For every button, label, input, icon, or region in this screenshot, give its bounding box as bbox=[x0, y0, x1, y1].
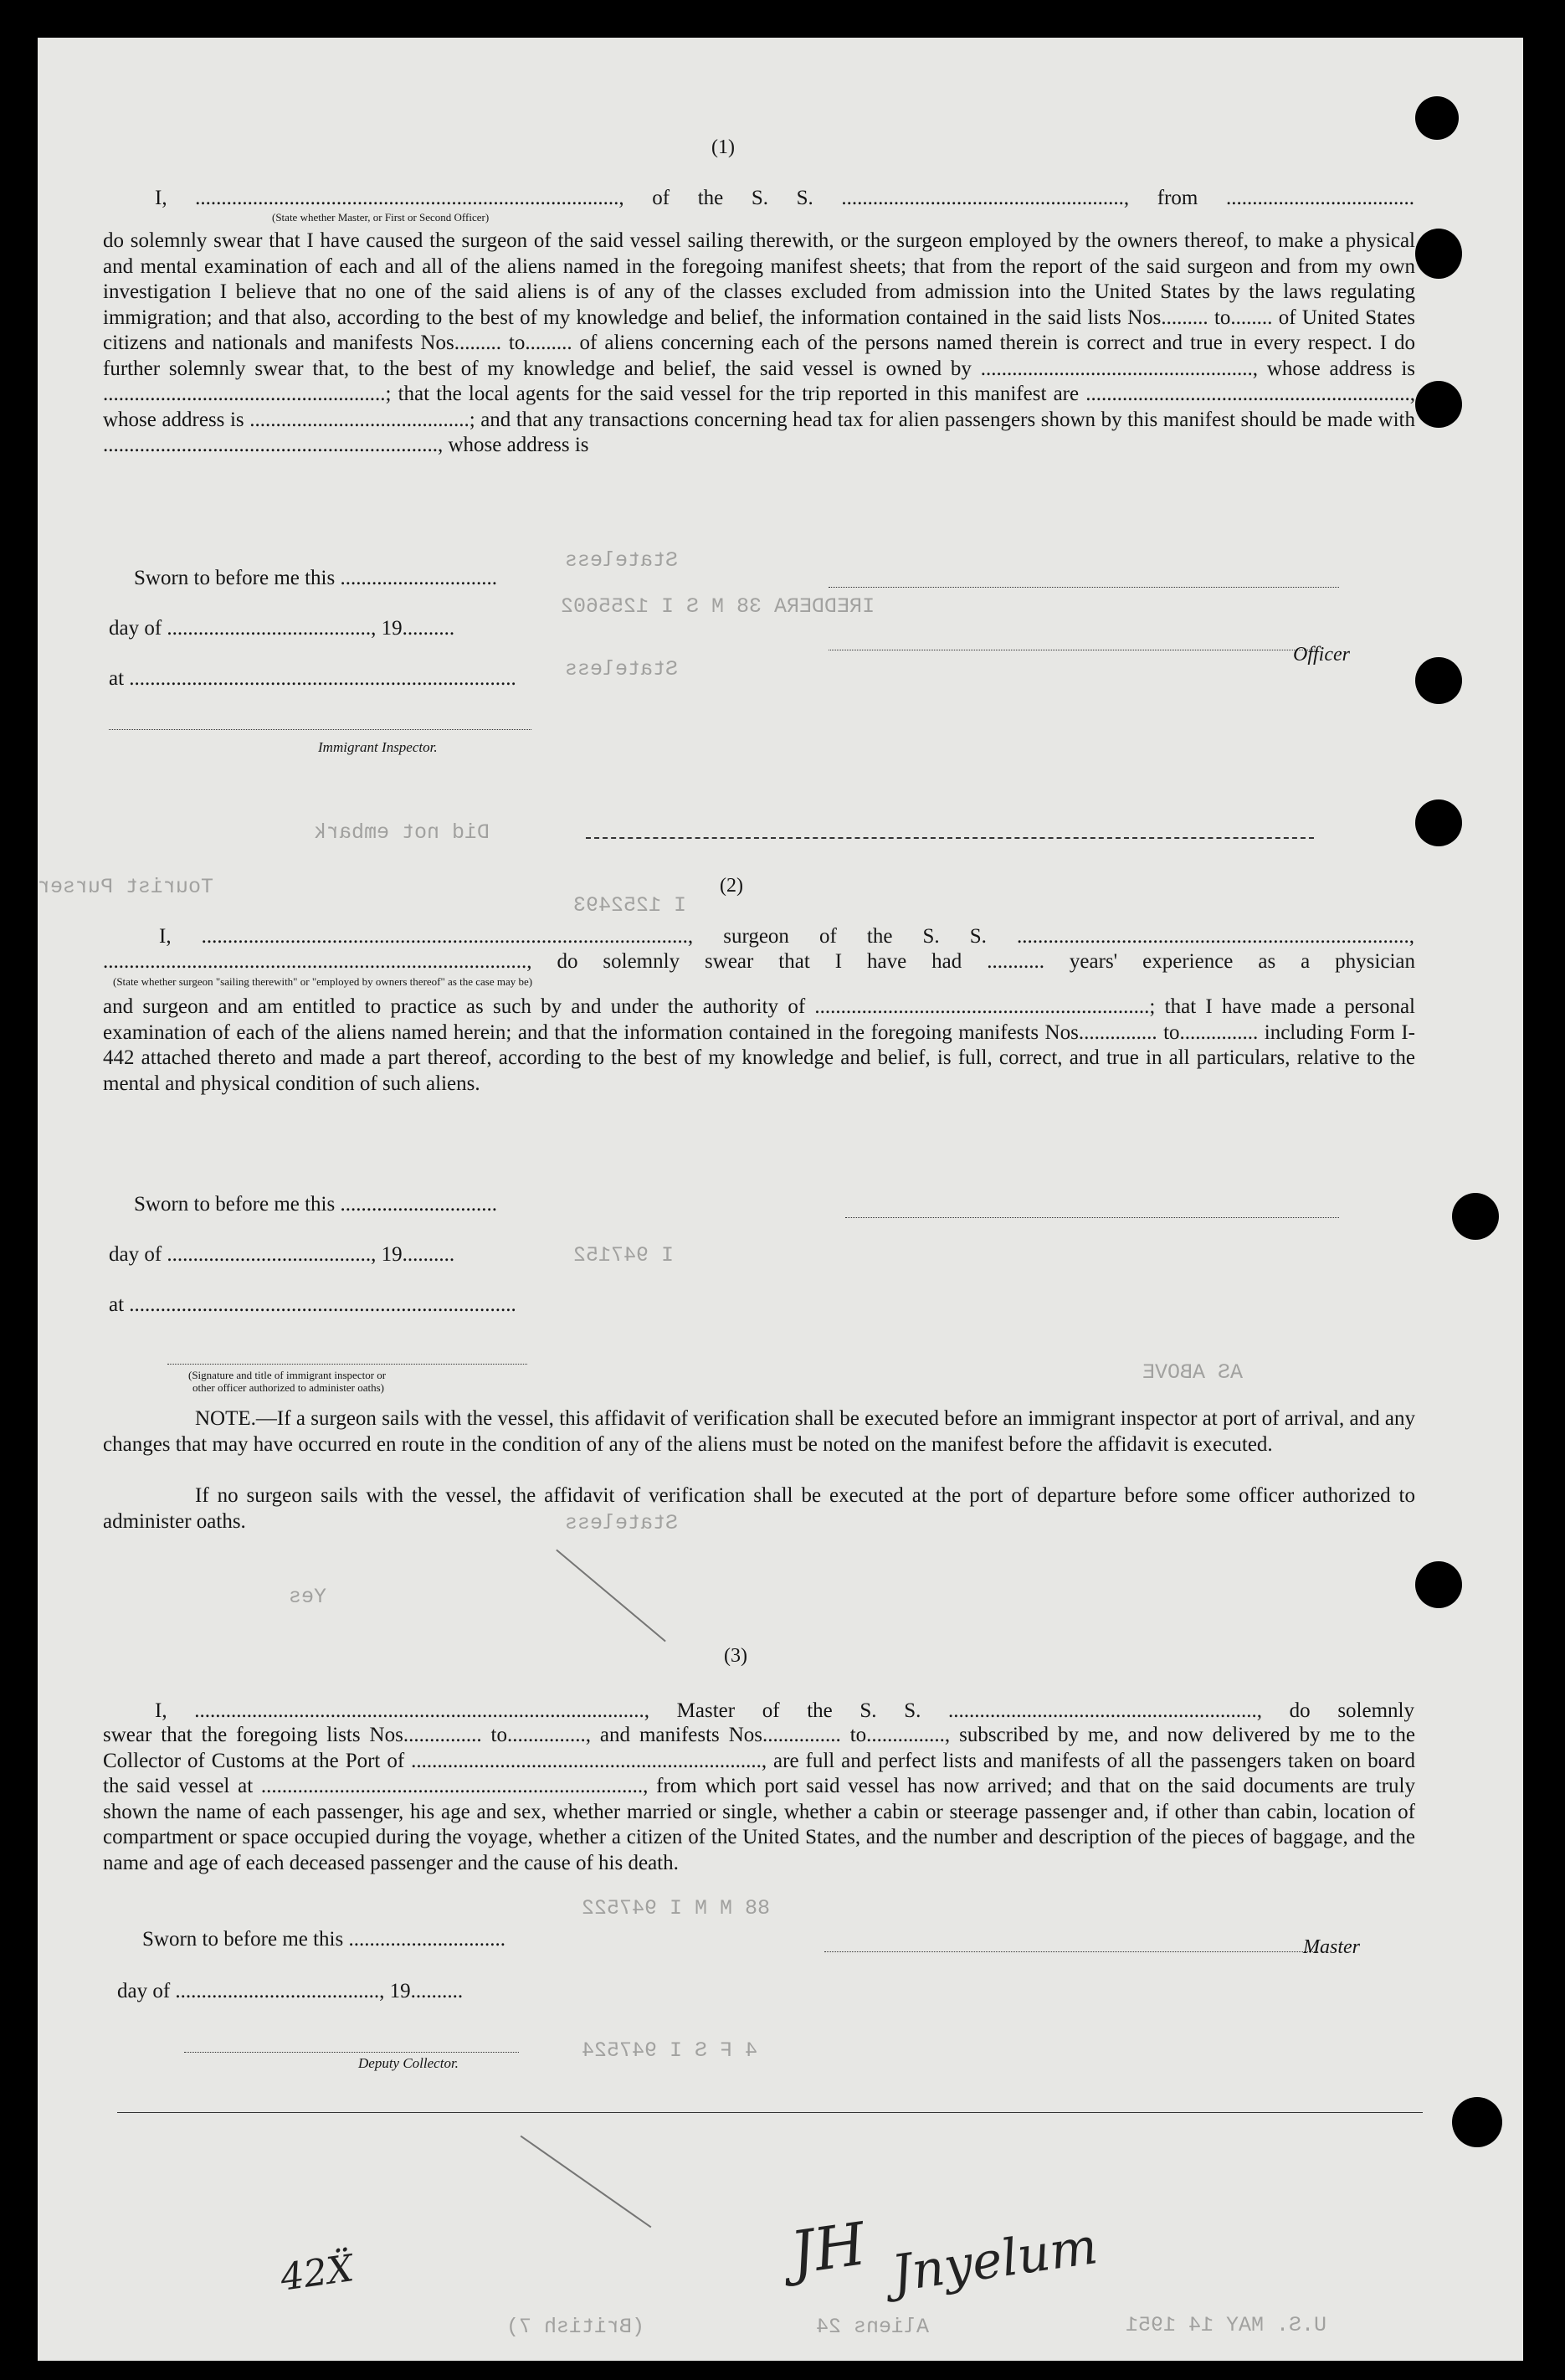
officer-signature-line bbox=[829, 573, 1339, 588]
master-declaration-line: I, ......................................................................................, Master of the S. S. ..........................................................., do solemnly bbox=[155, 1699, 1414, 1722]
section-number: (3) bbox=[724, 1645, 747, 1667]
punch-hole bbox=[1415, 229, 1462, 279]
officer-title: Officer bbox=[1293, 644, 1350, 666]
pencil-stroke bbox=[521, 2136, 652, 2228]
bleed-through-text: Aliens 24 bbox=[816, 2315, 930, 2339]
punch-hole bbox=[1415, 657, 1462, 704]
master-title: Master bbox=[1303, 1936, 1360, 1958]
date-line: day of ......................................., 19.......... bbox=[109, 1243, 455, 1266]
collector-title: Deputy Collector. bbox=[358, 2055, 459, 2071]
document-page bbox=[38, 38, 1523, 2361]
signature-caption: (Signature and title of immigrant inspector or bbox=[188, 1369, 387, 1381]
collector-signature-line bbox=[184, 2040, 519, 2053]
bleed-through-text: AS ABOVE bbox=[1142, 1360, 1244, 1385]
handwritten-initials: JH bbox=[786, 2209, 870, 2288]
punch-hole bbox=[1415, 381, 1462, 428]
bleed-through-text: 88 M M I 947522 bbox=[582, 1896, 771, 1920]
bleed-through-text: Stateless bbox=[565, 1511, 679, 1535]
bleed-through-text: Yes bbox=[289, 1585, 327, 1609]
punch-hole bbox=[1452, 1193, 1499, 1240]
place-line: at .......................................................................... bbox=[109, 1293, 516, 1316]
section-divider bbox=[117, 2112, 1423, 2113]
form-caption: (State whether Master, or First or Second Officer) bbox=[272, 211, 490, 224]
place-line: at .......................................................................... bbox=[109, 667, 516, 690]
bleed-through-text: 4 F S I 947524 bbox=[582, 2038, 758, 2063]
bleed-through-text: IREDDERA 38 M S I 1255602 bbox=[561, 594, 875, 619]
bleed-through-text: U.S. MAY 14 1951 bbox=[1126, 2313, 1327, 2337]
master-declaration-line: I, ................................................................................., of the S. S. ......................................................, from .................................... bbox=[155, 187, 1414, 209]
surgeon-signature-line bbox=[845, 1205, 1339, 1218]
punch-hole bbox=[1415, 1561, 1462, 1608]
bleed-through-text: Stateless bbox=[565, 657, 679, 681]
sworn-line: Sworn to before me this .............................. bbox=[134, 567, 497, 589]
bleed-through-text: Stateless bbox=[565, 548, 679, 573]
note-paragraph: NOTE.—If a surgeon sails with the vessel, this affidavit of verification shall be executed before an immigrant inspector at port of arrival, and any changes that may have occurred en route in the condition of any of the aliens must be noted on the manifest before the affidavit is executed. bbox=[103, 1407, 1415, 1456]
sworn-line: Sworn to before me this .............................. bbox=[142, 1928, 505, 1951]
bleed-through-text: (British 7) bbox=[506, 2315, 645, 2339]
officer-signature-line bbox=[829, 636, 1318, 650]
punch-hole bbox=[1452, 2097, 1502, 2147]
section-number: (2) bbox=[720, 875, 743, 897]
date-line: day of ......................................., 19.......... bbox=[109, 617, 455, 640]
form-caption: (State whether surgeon "sailing therewith" or "employed by owners thereof" as the case may be) bbox=[113, 975, 533, 988]
surgeon-oath-paragraph: and surgeon and am entitled to practice as such by and under the authority of ................................................................; that I have made a personal examination of each of the aliens named herein; and that the information contained in the foregoing manifests Nos............... to............... including Form I-442 attached thereto and made a part thereof, according to the best of my knowledge and belief, is full, correct, and true in all particulars, relative to the mental and physical condition of such aliens. bbox=[103, 995, 1415, 1095]
bleed-through-text: I 947152 bbox=[573, 1243, 675, 1267]
master-oath-paragraph: swear that the foregoing lists Nos............... to..............., and manifests Nos............... to..............., subscribed by me, and now delivered by me to the Collector of Customs at the Port of ..................................................................., are full and perfect lists and manifests of all the passengers taken on board the said vessel at ........................................................................., from which port said vessel has now arrived; and that on the said documents are truly shown the name of each passenger, his age and sex, whether married or single, whether a cabin or steerage passenger and, if other than cabin, location of compartment or space occupied during the voyage, whether a citizen of the United States, and the number and description of the pieces of baggage, and the name and age of each deceased passenger and the cause of his death. bbox=[103, 1724, 1415, 1874]
punch-hole bbox=[1415, 96, 1459, 140]
bleed-through-text: Did not embark bbox=[314, 820, 490, 845]
sworn-line: Sworn to before me this .............................. bbox=[134, 1193, 497, 1216]
punch-hole bbox=[1415, 799, 1462, 846]
oath-paragraph: do solemnly swear that I have caused the surgeon of the said vessel sailing therewith, or the surgeon employed by the owners thereof, to make a physical and mental examination of each and all of the aliens named in the foregoing manifest sheets; that from the report of the said surgeon and from my own investigation I believe that no one of the said aliens is of any of the classes excluded from admission into the United States by the laws regulating immigration; and that also, according to the best of my knowledge and belief, the information contained in the said lists Nos......... to........ of United States citizens and nationals and manifests Nos......... to......... of aliens concerning each of the persons named therein is correct and true in every respect. I do further solemnly swear that, to the best of my knowledge and belief, the said vessel is owned by ...................................................., whose address is ......................................................; that the local agents for the said vessel for the trip reported in this manifest are .............................................................., whose address is ..........................................; and that any transactions concerning head tax for alien passengers shown by this manifest should be made with ................................................................, whose address is bbox=[103, 229, 1415, 456]
section-number: (1) bbox=[711, 136, 735, 158]
inspector-title: Immigrant Inspector. bbox=[318, 739, 438, 755]
pencil-stroke bbox=[556, 1550, 666, 1642]
bleed-through-text: I 1252493 bbox=[573, 893, 687, 918]
surgeon-experience-line: ................................................................................., do solemnly swear that I have had ........... years' experience as a physician bbox=[103, 950, 1415, 973]
handwritten-note: 42Ẍ bbox=[277, 2247, 357, 2300]
date-line: day of ......................................., 19.......... bbox=[117, 1980, 464, 2002]
note-paragraph: If no surgeon sails with the vessel, the affidavit of verification shall be executed at the port of departure before some officer authorized to administer oaths. bbox=[103, 1484, 1415, 1533]
inspector-signature-line bbox=[167, 1352, 527, 1365]
section-divider bbox=[586, 837, 1314, 839]
surgeon-declaration-line: I, ............................................................................................., surgeon of the S. S. ..........................................................................., bbox=[159, 925, 1414, 948]
signature-caption: other officer authorized to administer oaths) bbox=[192, 1381, 384, 1394]
handwritten-signature: Jnyelum bbox=[888, 2217, 1101, 2304]
bleed-through-text: Tourist Purser bbox=[38, 875, 214, 899]
master-signature-line bbox=[824, 1940, 1318, 1952]
inspector-signature-line bbox=[109, 716, 531, 730]
